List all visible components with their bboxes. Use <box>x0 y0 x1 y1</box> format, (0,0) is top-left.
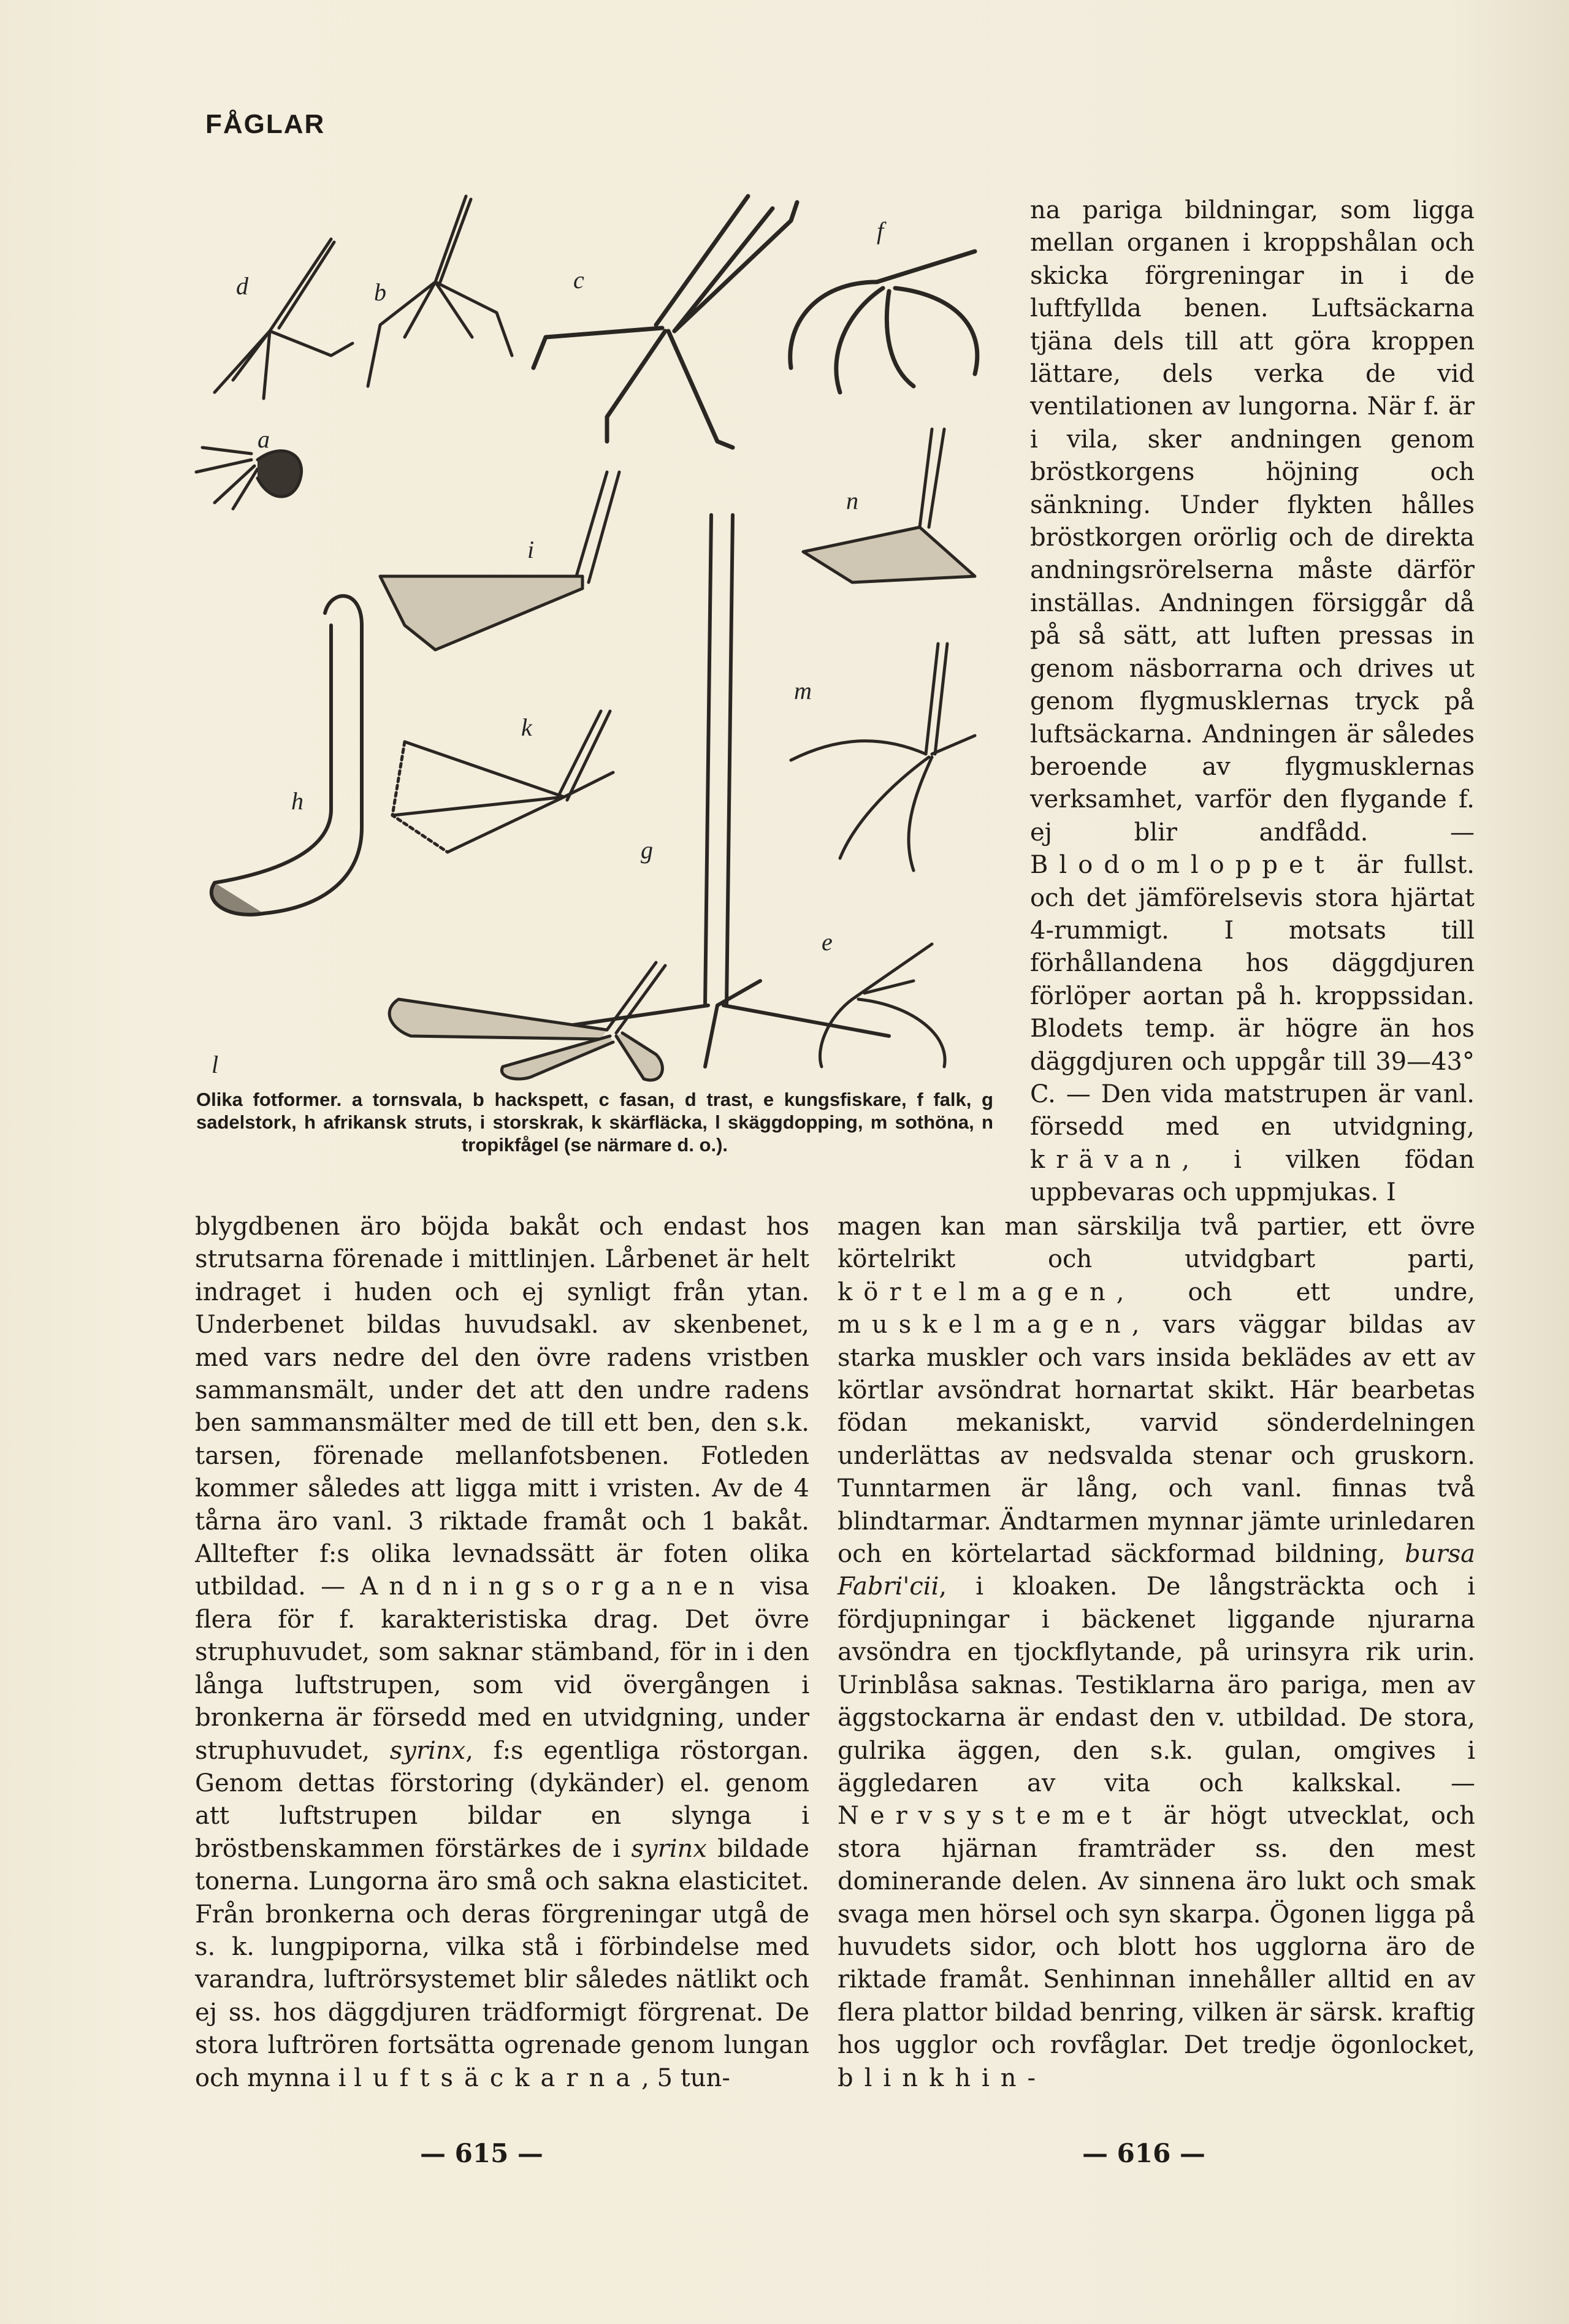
foot-k-drawing <box>392 711 613 852</box>
foot-a-drawing <box>196 448 302 509</box>
label-l: l <box>212 1051 219 1078</box>
text-run: bildade tonerna. Lungorna äro små och sakna elasticitet. Från bronkerna och deras förgreningar utgå de s. k. lungpiporna, vilka stå i förbindelse med varandra, luftrörsystemet blir således nätlikt och ej ss. hos däggdjuren trädformigt förgrenat. De stora luftrören fortsätta ogrenade genom lungan och mynna i <box>195 1834 810 2092</box>
bird-feet-figure <box>178 184 1006 1085</box>
label-b: b <box>374 278 386 306</box>
label-d: d <box>236 272 248 300</box>
foot-g-drawing <box>540 515 889 1067</box>
term-syrinx: syrinx <box>631 1834 707 1863</box>
paragraph <box>195 1211 809 2095</box>
label-k: k <box>521 714 532 741</box>
text-run: är högt utvecklat, och stora hjärnan framträder ss. den mest dominerande delen. Av sinnena äro lukt och smak svaga men hörsel och syn skarpa. Ögonen ligga på huvudets sidor, och blott hos ugglorna äro de riktade framåt. Senhinnan innehåller alltid en av flera plattor bildad benring, vilken är särsk. kraftig hos ugglor och rovfåglar. Det tredje ögonlocket, <box>838 1802 1475 2060</box>
foot-i-drawing <box>380 472 619 650</box>
foot-f-drawing <box>790 251 977 392</box>
term-nervsystemet: Nervsystemet <box>838 1802 1143 1831</box>
label-a: a <box>258 425 270 453</box>
text-run: är fullst. och det jämförelsevis stora hjärtat 4-rummigt. I motsats till förhållandena hos däggdjuren förlöper aortan på h. kroppssidan. Blodets temp. är högre än hos däggdjuren och uppgår till 39—43° C. — Den vida matstrupen är vanl. försedd med en utvidgning, <box>1030 851 1475 1141</box>
term-andningsorganen: Andningsorganen <box>360 1572 746 1601</box>
term-muskelmagen: muskelmagen <box>838 1311 1132 1339</box>
text-run: magen kan man särskilja två partier, ett övre körtelrikt och utvidgbart parti, <box>838 1213 1475 1274</box>
text-run: , i kloaken. De långsträckta och i fördjupningar i bäckenet liggande njurarna avsöndra en tjockflytande, på urinsyra rik urin. Urinblåsa saknas. Testiklarna äro pariga, men av äggstockarna är endast den v. utbildad. De stora, gulrika äggen, den s.k. gulan, omgives i äggledaren av vita och kalkskal. — <box>838 1572 1475 1797</box>
foot-c-drawing <box>533 196 797 448</box>
running-head: FÅGLAR <box>205 109 326 139</box>
text-run: , vars väggar bildas av starka muskler och vars insida beklädes av ett av körtlar avsöndrat hornartat skikt. Här bearbetas födan mekaniskt, varvid sönderdelningen underlättas av nedsvalda stenar och gruskorn. Tunntarmen är lång, och vanl. finnas två blindtarmar. Ändtarmen mynnar jämte urinledaren och en körtelartad säckformad bildning, <box>838 1311 1475 1569</box>
text-run: , i vilken födan uppbevaras och uppmjukas. I <box>1030 1145 1475 1207</box>
right-column-upper-text <box>1030 194 1475 1210</box>
label-m: m <box>794 677 812 704</box>
foot-m-drawing <box>791 644 975 871</box>
foot-e-drawing <box>820 944 945 1067</box>
right-column-lower-text <box>838 1211 1475 2095</box>
term-blodomloppet: Blodomloppet <box>1030 851 1335 880</box>
label-g: g <box>641 836 653 864</box>
text-run: na pariga bildningar, som ligga mellan organen i kroppshålan och skicka förgreningar in i de luftfyllda benen. Luftsäckarna tjäna dels till att göra kroppen lättare, dels verka de vid ventilationen av lungorna. När f. är i vila, sker andningen genom bröstkorgens höjning och sänkning. Under flykten hålles bröstkorgen orörlig och de direkta andningsrörelserna måste därför inställas. Andningen försiggår då på så sätt, att luften pressas in genom näsborrarna och drives ut genom flygmusklernas tryck på luftsäckarna. Andningen är således beroende av flygmusklernas verksamhet, varför den flygande f. ej blir andfådd. — <box>1030 196 1475 847</box>
label-c: c <box>573 266 584 294</box>
term-syrinx: syrinx <box>389 1736 466 1765</box>
paragraph <box>838 1211 1475 2095</box>
label-n: n <box>846 487 858 514</box>
term-blinkhinnan: blinkhin- <box>838 2063 1047 2092</box>
term-luftsackarna: luftsäckarna <box>354 2063 642 2092</box>
text-run: , och ett undre, <box>1116 1278 1475 1306</box>
foot-b-drawing <box>368 196 512 386</box>
paragraph <box>1030 194 1475 1210</box>
page-number-615: — 615 — <box>420 2138 543 2168</box>
label-i: i <box>527 536 535 563</box>
label-f: f <box>877 217 884 245</box>
bird-feet-illustration <box>178 184 1006 1085</box>
label-e: e <box>822 928 833 956</box>
label-h: h <box>291 787 303 815</box>
term-kravan: krävan <box>1030 1145 1182 1174</box>
left-column-text <box>195 1211 809 2095</box>
foot-d-drawing <box>215 239 353 398</box>
foot-n-drawing <box>803 429 975 582</box>
text-run: blygdbenen äro böjda bakåt och endast hos strutsarna förenade i mittlinjen. Lårbenet är helt indraget i huden och ej synligt från ytan. Underbenet bildas huvudsakl. av skenbenet, med vars nedre del den övre radens vristben sammansmält, under det att den undre radens ben sammansmälter med de till ett ben, den s.k. tarsen, förenade mellanfotsbenen. Fotleden kommer således att ligga mitt i vristen. Av de 4 tårna äro vanl. 3 riktade framåt och 1 bakåt. Alltefter f:s olika levnadssätt är foten olika utbildad. — <box>195 1213 809 1601</box>
foot-h-drawing <box>212 596 362 915</box>
text-run: , 5 tun- <box>641 2063 730 2092</box>
term-bursa-fabricii: bursa Fabri'cii <box>838 1540 1475 1601</box>
foot-l-drawing <box>389 962 665 1080</box>
term-kortelmagen: körtelmagen <box>838 1278 1117 1306</box>
text-run: visa flera för f. karakteristiska drag. Det övre struphuvudet, som saknar stämband, för in i den långa luftstrupen, som vid övergången i bronkerna är försedd med en utvidgning, under struphuvudet, <box>195 1572 810 1765</box>
text-run: , f:s egentliga röstorgan. Genom dettas förstoring (dykänder) el. genom att luftstrupen bildar en slynga i bröstbenskammen förstärkes de i <box>195 1736 809 1863</box>
page-number-616: — 616 — <box>1082 2138 1205 2168</box>
figure-caption: Olika fotformer. a tornsvala, b hackspett, c fasan, d trast, e kungsfiskare, f falk, g sadelstork, h afrikansk struts, i storskrak, k skärfläcka, l skäggdopping, m sothöna, n tropikfågel (se närmare d. o.). <box>196 1089 993 1156</box>
